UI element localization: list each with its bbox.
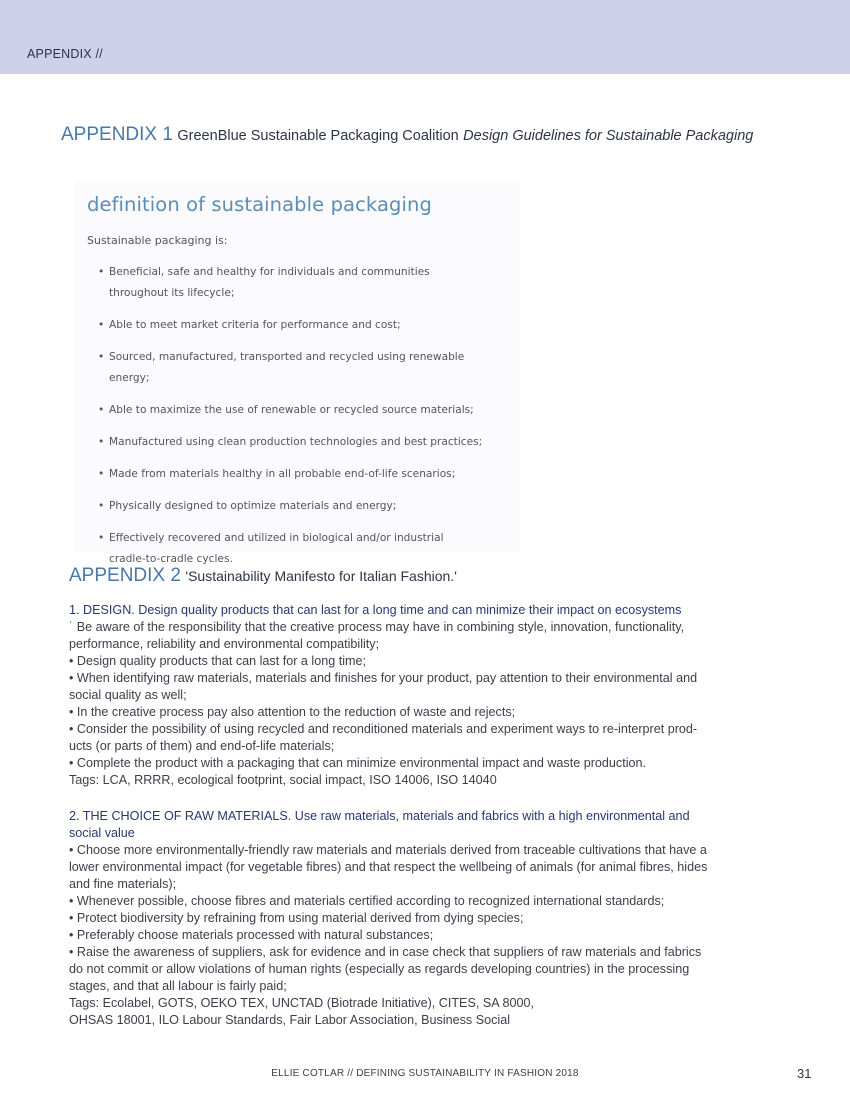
- figure-list-item: [98, 528, 508, 570]
- appendix-1-heading: [61, 124, 753, 146]
- bullet-icon: •: [98, 266, 105, 278]
- body-line: • Whenever possible, choose fibres and materials certified according to recognized international standards;: [69, 894, 665, 908]
- appendix-1-org: GreenBlue Sustainable Packaging Coalition: [177, 128, 459, 144]
- running-header: APPENDIX //: [27, 47, 103, 61]
- figure-list-item: [98, 315, 508, 336]
- figure-list-item-text: Beneficial, safe and healthy for individuals and communities: [109, 266, 430, 278]
- section-raw-materials-heading: [69, 808, 785, 842]
- figure-list-item-text: Sourced, manufactured, transported and recycled using renewable energy;: [109, 351, 465, 384]
- bullet-icon: •: [98, 500, 105, 512]
- figure-list-item: [98, 496, 508, 517]
- figure-list-item-text: Able to meet market criteria for performance and cost;: [109, 319, 401, 331]
- figure-list-item: [98, 464, 508, 485]
- body-line: and fine materials);: [69, 877, 177, 891]
- heading-line: social value: [69, 826, 135, 840]
- figure-title: definition of sustainable packaging: [87, 193, 432, 216]
- section-design-body: [69, 619, 785, 789]
- body-line: stages, and that all labour is fairly paid;: [69, 979, 287, 993]
- figure-list-item-text: Physically designed to optimize materials and energy;: [109, 500, 397, 512]
- figure-list-item: [98, 400, 508, 421]
- page-footer: ELLIE COTLAR // DEFINING SUSTAINABILITY IN FASHION 2018: [271, 1068, 579, 1079]
- figure-list-item-text: cradle-to-cradle cycles.: [109, 553, 233, 565]
- figure-list-item: [98, 347, 508, 389]
- body-line: lower environmental impact (for vegetable fibres) and that respect the wellbeing of animals (for animal fibres, hides: [69, 860, 708, 874]
- figure-list-item: [98, 262, 508, 304]
- figure-list-item-text: Manufactured using clean production technologies and best practices;: [109, 436, 483, 448]
- page-number: 31: [797, 1066, 812, 1081]
- appendix-2-title: 'Sustainability Manifesto for Italian Fashion.': [185, 568, 457, 584]
- body-line: • Protect biodiversity by refraining from using material derived from dying species;: [69, 911, 524, 925]
- header-band: [0, 0, 850, 74]
- bullet-icon: •: [98, 468, 105, 480]
- bullet-icon: •: [98, 436, 105, 448]
- body-line: • Complete the product with a packaging that can minimize environmental impact and waste production.: [69, 756, 647, 770]
- body-line: ucts (or parts of them) and end-of-life materials;: [69, 739, 335, 753]
- body-line: • In the creative process pay also attention to the reduction of waste and rejects;: [69, 705, 516, 719]
- body-line: • Preferably choose materials processed with natural substances;: [69, 928, 434, 942]
- body-line: Tags: LCA, RRRR, ecological footprint, social impact, ISO 14006, ISO 14040: [69, 773, 497, 787]
- figure-list-item-text: Effectively recovered and utilized in biological and/or industrial: [109, 532, 444, 544]
- appendix-1-number: APPENDIX 1: [61, 124, 173, 145]
- bullet-icon: •: [98, 404, 105, 416]
- body-line: OHSAS 18001, ILO Labour Standards, Fair Labor Association, Business Social: [69, 1013, 511, 1027]
- bullet-icon: •: [98, 319, 105, 331]
- figure-list-item-text: Made from materials healthy in all probable end-of-life scenarios;: [109, 468, 456, 480]
- body-line: do not commit or allow violations of human rights (especially as regards developing countries) in the processing: [69, 962, 690, 976]
- body-line: performance, reliability and environmental compatibility;: [69, 637, 380, 651]
- body-line: • Choose more environmentally-friendly raw materials and materials derived from traceable cultivations that have a: [69, 843, 707, 857]
- section-design: [69, 602, 785, 789]
- appendix-2-number: APPENDIX 2: [69, 565, 181, 586]
- bullet-icon: •: [98, 532, 105, 544]
- figure-intro: Sustainable packaging is:: [87, 234, 228, 247]
- body-line: social quality as well;: [69, 688, 187, 702]
- section-raw-materials: [69, 808, 785, 1029]
- body-line: • Design quality products that can last for a long time;: [69, 654, 367, 668]
- body-line: ˙ Be aware of the responsibility that the creative process may have in combining style, innovation, functionality,: [69, 620, 685, 634]
- body-line: • Raise the awareness of suppliers, ask for evidence and in case check that suppliers of raw materials and fabrics: [69, 945, 702, 959]
- appendix-1-title: Design Guidelines for Sustainable Packaging: [463, 128, 754, 144]
- figure-list-item: [98, 432, 508, 453]
- heading-line: 2. THE CHOICE OF RAW MATERIALS. Use raw materials, materials and fabrics with a high environmental and: [69, 809, 690, 823]
- figure-bullet-list: [98, 262, 508, 581]
- section-design-heading: 1. DESIGN. Design quality products that can last for a long time and can minimize their impact on ecosystems: [69, 603, 682, 617]
- body-line: • When identifying raw materials, materials and finishes for your product, pay attention to their environmental and: [69, 671, 698, 685]
- body-line: • Consider the possibility of using recycled and reconditioned materials and experiment ways to re-interpret prod-: [69, 722, 698, 736]
- body-line: Tags: Ecolabel, GOTS, OEKO TEX, UNCTAD (Biotrade Initiative), CITES, SA 8000,: [69, 996, 534, 1010]
- figure-list-item-text: Able to maximize the use of renewable or recycled source materials;: [109, 404, 474, 416]
- bullet-icon: •: [98, 351, 105, 363]
- figure-list-item-text: throughout its lifecycle;: [109, 287, 235, 299]
- section-raw-materials-body: [69, 842, 785, 1029]
- appendix-2-heading: [69, 565, 457, 587]
